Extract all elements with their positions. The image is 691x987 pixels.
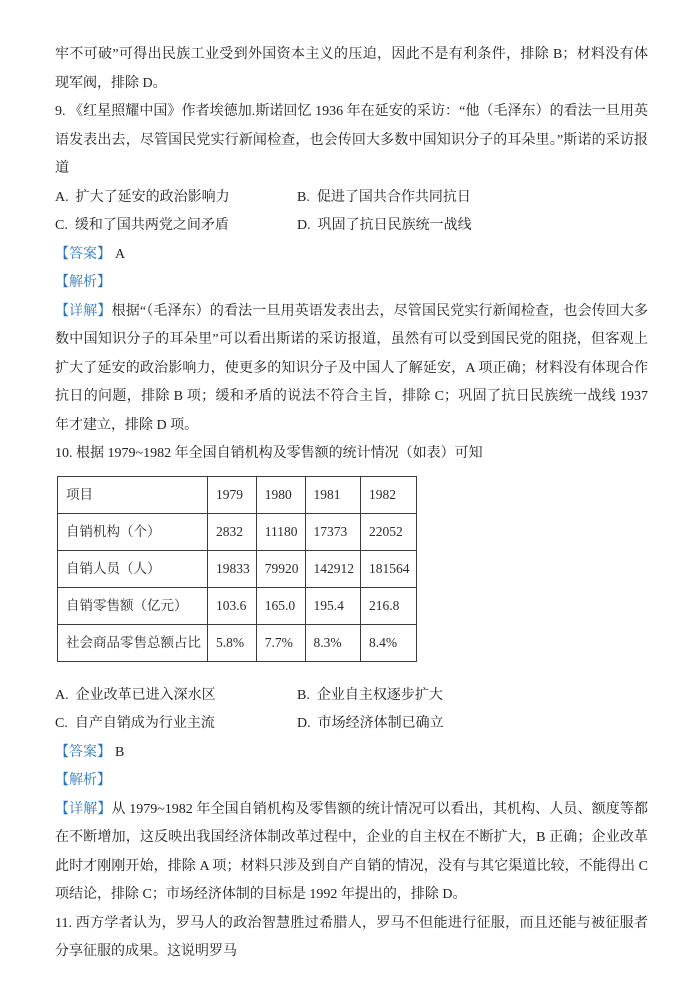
option-key: B.: [297, 189, 310, 205]
option-text: 巩固了抗日民族统一战线: [317, 218, 472, 233]
table-cell: 自销零售额（亿元）: [58, 587, 208, 624]
question-9-stem: 9. 《红星照耀中国》作者埃德加.斯诺回忆 1936 年在延安的采访：“他（毛泽东）的看法一旦用英语发表出去，尽管国民党实行新闻检查，也会传回大多数中国知识分子的耳朵里。”斯诺的采访报道: [55, 104, 648, 176]
table-cell: 195.4: [305, 587, 361, 624]
option-key: D.: [297, 716, 311, 731]
option-key: C.: [55, 716, 68, 731]
q9-option-b: [297, 184, 648, 213]
table-row: [58, 587, 417, 624]
table-cell: 11180: [256, 513, 305, 550]
table-cell: 103.6: [208, 587, 257, 624]
q10-option-a: [55, 682, 297, 711]
q9-options-row-ab: [55, 184, 648, 213]
table-cell: 165.0: [256, 587, 305, 624]
table-cell: 19833: [208, 550, 257, 587]
option-text: 缓和了国共两党之间矛盾: [74, 218, 229, 233]
question-10-stem: 10. 根据 1979~1982 年全国自销机构及零售额的统计情况（如表）可知: [55, 446, 483, 461]
analysis-label: 【解析】: [55, 275, 111, 290]
option-key: A.: [55, 687, 69, 703]
table-cell: 17373: [305, 513, 361, 550]
option-key: C.: [55, 218, 68, 233]
option-text: 自产自销成为行业主流: [74, 716, 215, 731]
table-header-cell: 1980: [256, 476, 305, 513]
table-cell: 自销机构（个）: [58, 513, 208, 550]
q9-option-d: [297, 212, 648, 241]
q10-option-b: [297, 682, 648, 711]
q10-statistics-table: [57, 476, 417, 662]
analysis-label: 【解析】: [55, 773, 111, 788]
table-cell: 8.4%: [361, 624, 417, 661]
q9-answer-line: [55, 241, 648, 270]
option-text: 企业自主权逐步扩大: [316, 687, 443, 703]
table-header-cell: 1979: [208, 476, 257, 513]
answer-label: 【答案】: [55, 744, 111, 760]
table-cell: 142912: [305, 550, 361, 587]
option-key: A.: [55, 189, 69, 205]
question-11-stem: 11. 西方学者认为，罗马人的政治智慧胜过希腊人，罗马不但能进行征服，而且还能与被征服者分享征服的成果。这说明罗马: [55, 915, 648, 959]
q9-answer-value: A: [115, 246, 126, 262]
detail-label: 【详解】: [55, 303, 112, 319]
q10-detail-paragraph: [55, 796, 648, 910]
table-cell: 216.8: [361, 587, 417, 624]
q10-option-c: [55, 710, 297, 739]
table-header-row: [58, 476, 417, 513]
prev-question-analysis-tail: 牢不可破”可得出民族工业受到外国资本主义的压迫，因此不是有利条件，排除 B；材料没有体现军阀，排除 D。: [55, 47, 648, 91]
q9-option-a: [55, 184, 297, 213]
table-cell: 22052: [361, 513, 417, 550]
table-header-cell: 1981: [305, 476, 361, 513]
table-header-cell: 项目: [58, 476, 208, 513]
table-row: [58, 550, 417, 587]
option-text: 扩大了延安的政治影响力: [75, 189, 230, 205]
q9-option-c: [55, 212, 297, 241]
q10-answer-line: [55, 739, 648, 768]
table-cell: 自销人员（人）: [58, 550, 208, 587]
q10-detail-text: 从 1979~1982 年全国自销机构及零售额的统计情况可以看出，其机构、人员、额度等都在不断增加，这反映出我国经济体制改革过程中，企业的自主权在不断扩大，B 正确；企业改革此时才刚刚开始，排除 A 项；材料只涉及到自产自销的情况，没有与其它渠道比较，不能得出 C 项结论，排除 C；市场经济体制的目标是 1992 年提出的，排除 D。: [55, 801, 648, 902]
option-key: B.: [297, 687, 310, 703]
table-row: [58, 624, 417, 661]
table-row: [58, 513, 417, 550]
q10-analysis-label-line: [55, 767, 648, 796]
q9-detail-text: 根据“（毛泽东）的看法一旦用英语发表出去，尽管国民党实行新闻检查，也会传回大多数中国知识分子的耳朵里”可以看出斯诺的采访报道，虽然有可以受到国民党的阻挠，但客观上扩大了延安的政治影响力，使更多的知识分子及中国人了解延安，A 项正确；材料没有体现合作抗日的问题，排除 B 项；缓和矛盾的说法不符合主旨，排除 C；巩固了抗日民族统一战线 1937 年才建立，排除 D 项。: [55, 303, 649, 433]
table-cell: 181564: [361, 550, 417, 587]
table-cell: 社会商品零售总额占比: [58, 624, 208, 661]
table-cell: 5.8%: [208, 624, 257, 661]
option-key: D.: [297, 218, 311, 233]
table-cell: 79920: [256, 550, 305, 587]
table-cell: 8.3%: [305, 624, 361, 661]
option-text: 企业改革已进入深水区: [75, 687, 216, 703]
q9-options-row-cd: [55, 212, 648, 241]
q9-analysis-label-line: [55, 269, 648, 298]
q10-option-d: [297, 710, 648, 739]
q10-options-row-cd: [55, 710, 648, 739]
q10-answer-value: B: [115, 744, 125, 760]
table-cell: 2832: [208, 513, 257, 550]
answer-label: 【答案】: [55, 246, 111, 262]
option-text: 促进了国共合作共同抗日: [316, 189, 471, 205]
q10-options-row-ab: [55, 682, 648, 711]
table-cell: 7.7%: [256, 624, 305, 661]
q9-detail-paragraph: [55, 298, 648, 441]
option-text: 市场经济体制已确立: [317, 716, 444, 731]
table-header-cell: 1982: [361, 476, 417, 513]
detail-label: 【详解】: [55, 801, 112, 817]
